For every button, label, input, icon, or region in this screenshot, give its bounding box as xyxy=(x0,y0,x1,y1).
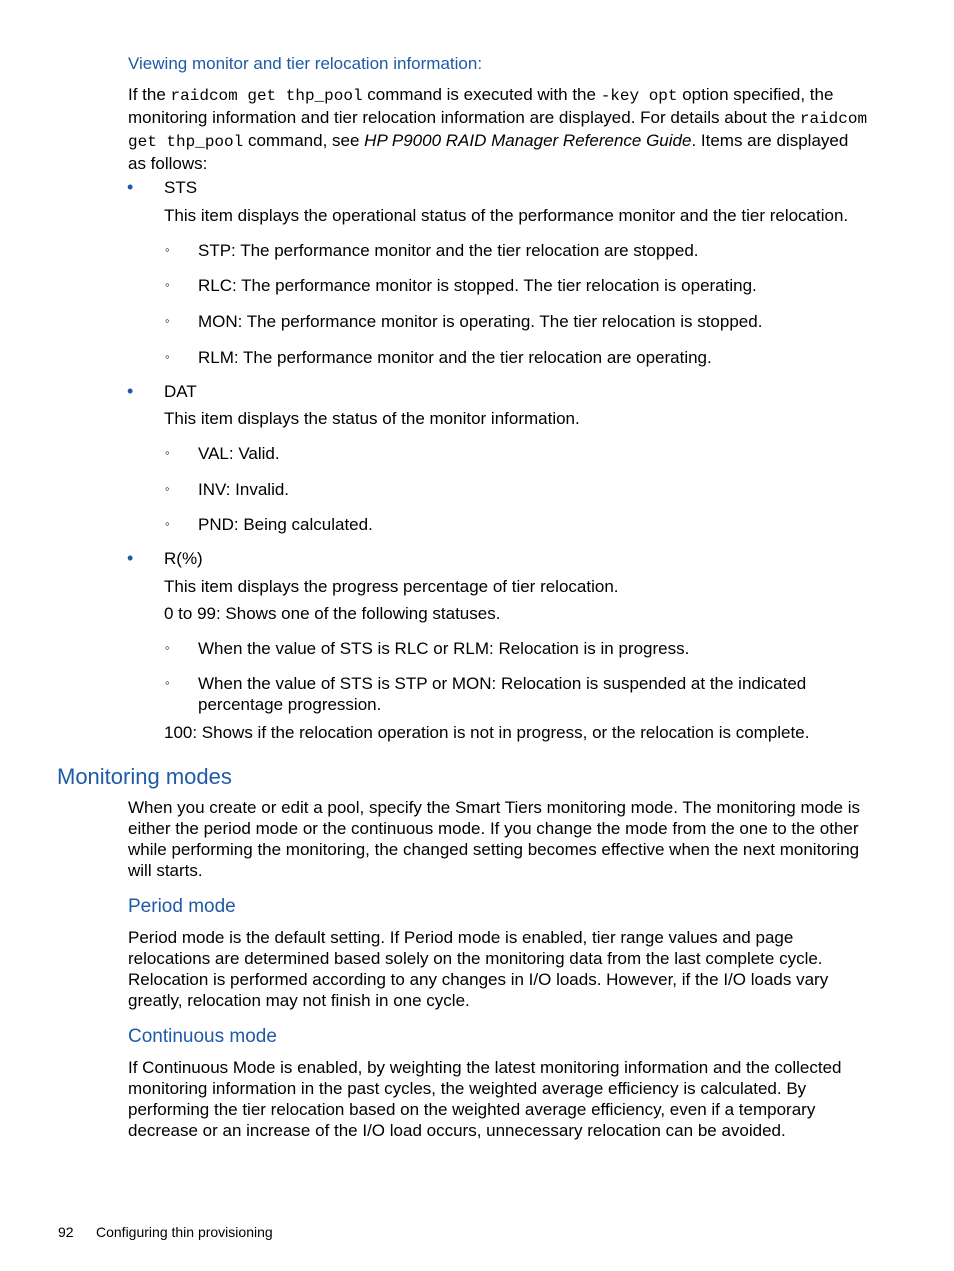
subsection-heading-viewing-monitor: Viewing monitor and tier relocation information: xyxy=(128,54,483,73)
code-option: -key opt xyxy=(600,87,678,105)
period-mode-paragraph: Period mode is the default setting. If Period mode is enabled, tier range values and page relocations are determined based solely on the monitoring data from the last complete cycle. Relocation is performed according to any changes in I/O loads. However, if the I/O loads vary greatly, relocation may not finish in one cycle. xyxy=(128,928,829,1010)
r-hundred: 100: Shows if the relocation operation is not in progress, or the relocation is complete. xyxy=(164,723,810,742)
sts-status-item: RLC: The performance monitor is stopped. The tier relocation is operating. xyxy=(198,276,757,295)
footer-section-title: Configuring thin provisioning xyxy=(96,1224,273,1240)
item-label-r: R(%) xyxy=(164,549,203,568)
r-status-item: When the value of STS is STP or MON: Relocation is suspended at the indicated percentage progression. xyxy=(198,674,807,714)
item-label-sts: STS xyxy=(164,178,198,197)
dat-status-item: INV: Invalid. xyxy=(198,480,290,499)
sts-status-item: MON: The performance monitor is operating. The tier relocation is stopped. xyxy=(198,312,763,331)
section-heading-monitoring-modes: Monitoring modes xyxy=(57,764,232,789)
circle-bullet-icon: ◦ xyxy=(165,349,170,364)
item-desc-dat: This item displays the status of the monitor information. xyxy=(164,409,580,428)
circle-bullet-icon: ◦ xyxy=(165,445,170,460)
code-command: raidcom get thp_pool xyxy=(170,87,363,105)
code-command: raidcom get thp_pool xyxy=(128,110,868,151)
bullet-icon: • xyxy=(127,177,134,197)
circle-bullet-icon: ◦ xyxy=(165,516,170,531)
continuous-mode-paragraph: If Continuous Mode is enabled, by weighting the latest monitoring information and the collected monitoring information in the past cycles, the weighted average efficiency is calculated. By performing the tier relocation based on the weighted average efficiency, even if a temporary decrease or an increase of the I/O load occurs, unnecessary relocation can be avoided. xyxy=(128,1058,842,1140)
circle-bullet-icon: ◦ xyxy=(165,242,170,257)
text-run: option specified, the monitoring information and tier relocation information are displayed. For details about the xyxy=(128,85,834,127)
text-run: command is executed with the xyxy=(362,85,601,104)
circle-bullet-icon: ◦ xyxy=(165,640,170,655)
circle-bullet-icon: ◦ xyxy=(165,313,170,328)
r-status-item: When the value of STS is RLC or RLM: Relocation is in progress. xyxy=(198,639,690,658)
page-number: 92 xyxy=(58,1224,74,1240)
circle-bullet-icon: ◦ xyxy=(165,675,170,690)
item-desc-sts: This item displays the operational status of the performance monitor and the tier relocation. xyxy=(164,206,849,225)
bullet-icon: • xyxy=(127,381,134,401)
subsection-heading-period-mode: Period mode xyxy=(128,896,236,917)
dat-status-item: PND: Being calculated. xyxy=(198,515,373,534)
item-label-dat: DAT xyxy=(164,382,197,401)
text-run: command, see xyxy=(243,131,365,150)
sts-status-item: STP: The performance monitor and the tier relocation are stopped. xyxy=(198,241,699,260)
text-run: . Items are displayed as follows: xyxy=(128,131,849,173)
sts-status-item: RLM: The performance monitor and the tier relocation are operating. xyxy=(198,348,712,367)
dat-status-item: VAL: Valid. xyxy=(198,444,280,463)
intro-paragraph xyxy=(128,84,870,174)
circle-bullet-icon: ◦ xyxy=(165,481,170,496)
subsection-heading-continuous-mode: Continuous mode xyxy=(128,1026,277,1047)
item-desc-r: This item displays the progress percentage of tier relocation. xyxy=(164,577,619,596)
bullet-icon: • xyxy=(127,548,134,568)
r-range-0-99: 0 to 99: Shows one of the following statuses. xyxy=(164,604,501,623)
monitoring-modes-paragraph: When you create or edit a pool, specify the Smart Tiers monitoring mode. The monitoring mode is either the period mode or the continuous mode. If you change the mode from the one to the other while performing the monitoring, the changed setting becomes effective when the next monitoring will starts. xyxy=(128,798,860,880)
text-run: If the xyxy=(128,85,171,104)
guide-title: HP P9000 RAID Manager Reference Guide xyxy=(364,131,692,150)
circle-bullet-icon: ◦ xyxy=(165,277,170,292)
